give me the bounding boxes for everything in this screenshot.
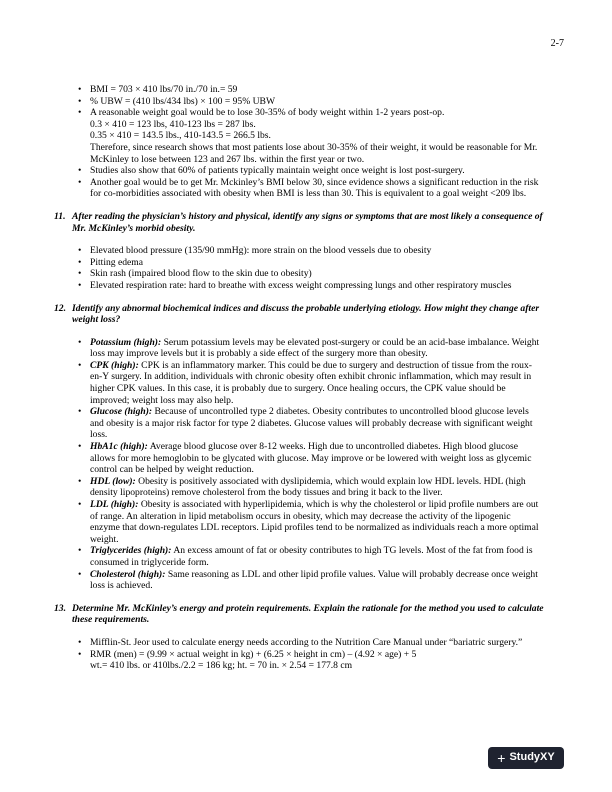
list-item: • Studies also show that 60% of patients typically maintain weight once weight is lost post-surgery.	[72, 165, 540, 177]
list-item: • BMI = 703 × 410 lbs/70 in./70 in.= 59	[72, 84, 540, 96]
plus-icon: +	[497, 750, 506, 766]
list-item	[72, 107, 540, 165]
answer-list-11	[72, 245, 540, 291]
question-12	[54, 303, 558, 326]
question-11	[54, 211, 558, 234]
lab-explanation: Because of uncontrolled type 2 diabetes. Obesity contributes to uncontrolled blood glucose levels and obesity is a major risk factor for type 2 diabetes. Glucose values will probably decrease with significant weight loss.	[90, 406, 533, 441]
page-number: 2-7	[550, 38, 564, 49]
list-item	[72, 569, 540, 592]
question-text: Identify any abnormal biochemical indices and discuss the probable underlying etiology. How might they change after weight loss?	[72, 302, 540, 326]
list-item	[72, 360, 540, 406]
list-item: • Elevated blood pressure (135/90 mmHg): more strain on the blood vessels due to obesity	[72, 245, 540, 257]
list-item	[72, 441, 540, 476]
lab-name: Triglycerides (high):	[90, 545, 172, 557]
list-item	[72, 649, 540, 672]
lab-explanation: Same reasoning as LDL and other lipid profile values. Value will probably decrease once weight loss is achieved.	[90, 568, 538, 592]
list-item: • Skin rash (impaired blood flow to the skin due to obesity)	[72, 268, 540, 280]
lab-name: HbA1c (high):	[90, 441, 148, 453]
list-item: • Mifflin-St. Jeor used to calculate energy needs according to the Nutrition Care Manual under “bariatric surgery.”	[72, 637, 540, 649]
intro-list	[72, 84, 540, 200]
calc-line: 0.35 × 410 = 143.5 lbs., 410-143.5 = 266.5 lbs.	[90, 130, 271, 142]
logo-text: StudyXY	[509, 751, 555, 764]
list-item	[72, 337, 540, 360]
list-item: • Another goal would be to get Mr. Mckinley’s BMI below 30, since evidence shows a significant reduction in the risk for co-morbidities associated with obesity when BMI is less than 30. This is equivalent to a goal weight <209 lbs.	[72, 177, 540, 200]
list-item-text: RMR (men) = (9.99 × actual weight in kg) + (6.25 × height in cm) – (4.92 × age) + 5	[90, 648, 417, 660]
lab-explanation: Serum potassium levels may be elevated post-surgery or could be an acid-base imbalance. Weight loss may improve levels but it is probably a side effect of the surgery more than obesity.	[90, 336, 540, 360]
lab-name: CPK (high):	[90, 359, 139, 371]
list-item	[72, 499, 540, 545]
question-text: Determine Mr. McKinley’s energy and protein requirements. Explain the rationale for the method you used to calculate these requirements.	[72, 602, 544, 626]
lab-explanation: Average blood glucose over 8-12 weeks. High due to uncontrolled diabetes. High blood glucose allows for more hemoglobin to be glycated with glucose. May improve or be lowered with weight loss as glycemic control can be helped by weight reduction.	[90, 441, 532, 476]
list-item: • % UBW = (410 lbs/434 lbs) × 100 = 95% UBW	[72, 96, 540, 108]
list-item	[72, 406, 540, 441]
lab-explanation: Obesity is associated with hyperlipidemia, which is why the cholesterol or lipid profile numbers are out of range. An alteration in lipid metabolism occurs in obesity, which may decrease the activity of the lipogenic enzyme that down-regulates LDL receptors. Lipid profiles tend to be normalized as individuals reach a more optimal weight.	[90, 499, 539, 545]
lab-name: Glucose (high):	[90, 406, 153, 418]
list-item	[72, 545, 540, 568]
list-item: • Elevated respiration rate: hard to breathe with excess weight compressing lungs and other respiratory muscles	[72, 280, 540, 292]
lab-explanation: CPK is an inflammatory marker. This could be due to surgery and destruction of tissue from the roux-en-Y surgery. In addition, individuals with chronic obesity often exhibit chronic inflammation, which may result in higher CPK values. In this case, it is probably due to surgery. Once healing occurs, the CPK value should be improved; weight loss may also help.	[90, 359, 532, 406]
lab-name: LDL (high):	[90, 499, 139, 510]
question-13	[54, 603, 558, 626]
question-number: 12.	[54, 302, 66, 314]
list-item-text: A reasonable weight goal would be to lose 30-35% of body weight within 1-2 years post-op.	[90, 107, 445, 119]
list-item	[72, 476, 540, 499]
calc-line: wt.= 410 lbs. or 410lbs./2.2 = 186 kg; ht. = 70 in. × 2.54 = 177.8 cm	[90, 660, 353, 672]
answer-list-12	[72, 337, 540, 592]
question-text: After reading the physician’s history and physical, identify any signs or symptoms that are most likely a consequence of Mr. McKinley’s morbid obesity.	[72, 210, 543, 234]
lab-explanation: An excess amount of fat or obesity contributes to high TG levels. Most of the fat from food is consumed in triglyceride form.	[90, 545, 533, 568]
question-number: 11.	[54, 210, 66, 222]
lab-name: Cholesterol (high):	[90, 568, 166, 580]
document-body	[54, 84, 544, 672]
studyxy-logo	[488, 747, 564, 769]
question-number: 13.	[54, 602, 66, 614]
answer-list-13	[72, 637, 540, 672]
calc-line: 0.3 × 410 = 123 lbs, 410-123 lbs = 287 lbs.	[90, 118, 256, 130]
list-item: • Pitting edema	[72, 257, 540, 269]
lab-name: Potassium (high):	[90, 336, 162, 348]
calc-line: Therefore, since research shows that most patients lose about 30-35% of their weight, it would be reasonable for Mr. McKinley to lose between 123 and 267 lbs. within the first year or two.	[90, 141, 538, 165]
lab-explanation: Obesity is positively associated with dyslipidemia, which would explain low HDL levels. HDL (high density lipoproteins) remove cholesterol from the body tissues and bring it back to the liver.	[90, 475, 526, 499]
lab-name: HDL (low):	[90, 475, 136, 487]
